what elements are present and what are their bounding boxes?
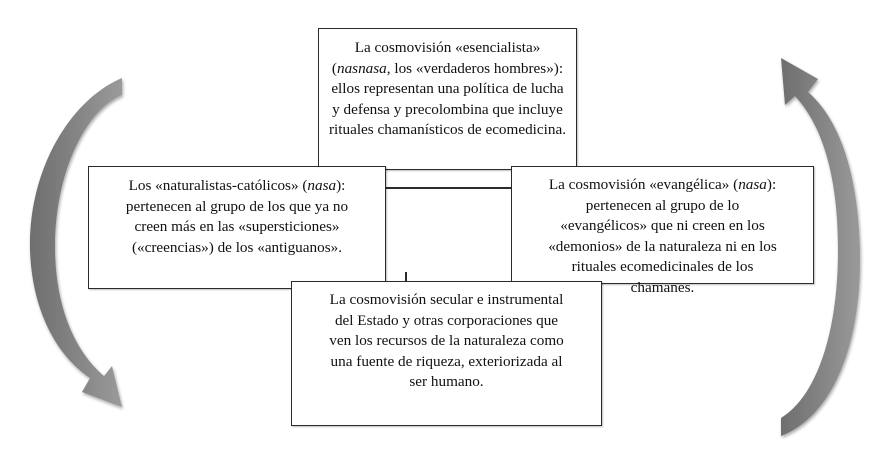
box-text-line: (nasnasa, los «verdaderos hombres»):: [331, 59, 564, 77]
box-text: [292, 290, 601, 393]
box-text-line: rituales ecomedicinales de los: [571, 258, 754, 275]
box-text-line: una fuente de riqueza, exteriorizada al: [330, 352, 563, 370]
box-secular-instrumental: [291, 281, 602, 426]
box-text-line: Los «naturalistas-católicos» (nasa):: [128, 177, 346, 194]
box-text-line: «demonios» de la naturaleza ni en los: [548, 237, 777, 255]
box-text-line: La cosmovisión «evangélica» (nasa):: [548, 176, 777, 193]
box-text-line: («creencias») de los «antiguanos».: [131, 238, 343, 256]
box-text: [512, 175, 813, 298]
box-text-line: rituales chamanísticos de ecomedicina.: [328, 121, 566, 138]
box-text: [89, 176, 385, 258]
box-text-line: del Estado y otras corporaciones que: [334, 311, 559, 329]
box-text-line: ellos representan una política de lucha: [331, 80, 564, 97]
box-text-line: chamanes.: [630, 278, 695, 296]
box-text-line: La cosmovisión «esencialista»: [354, 39, 541, 56]
box-text-line: pertenecen al grupo de lo: [585, 196, 740, 214]
box-text: [319, 38, 576, 141]
box-naturalistas-catolicos: [88, 166, 386, 289]
box-text-line: ser humano.: [409, 373, 484, 390]
box-text-line: «evangélicos» que ni creen en los: [560, 217, 765, 234]
connector-left-to-right: [385, 187, 512, 189]
box-evangelica: [511, 166, 814, 296]
box-text-line: creen más en las «supersticiones»: [134, 218, 340, 235]
box-text-line: pertenecen al grupo de los que ya no: [125, 197, 349, 215]
box-text-line: ven los recursos de la naturaleza como: [329, 332, 564, 349]
box-esencialista: [318, 28, 577, 170]
box-text-line: La cosmovisión secular e instrumental: [329, 291, 564, 308]
box-text-line: y defensa y precolombina que incluye: [332, 100, 563, 118]
